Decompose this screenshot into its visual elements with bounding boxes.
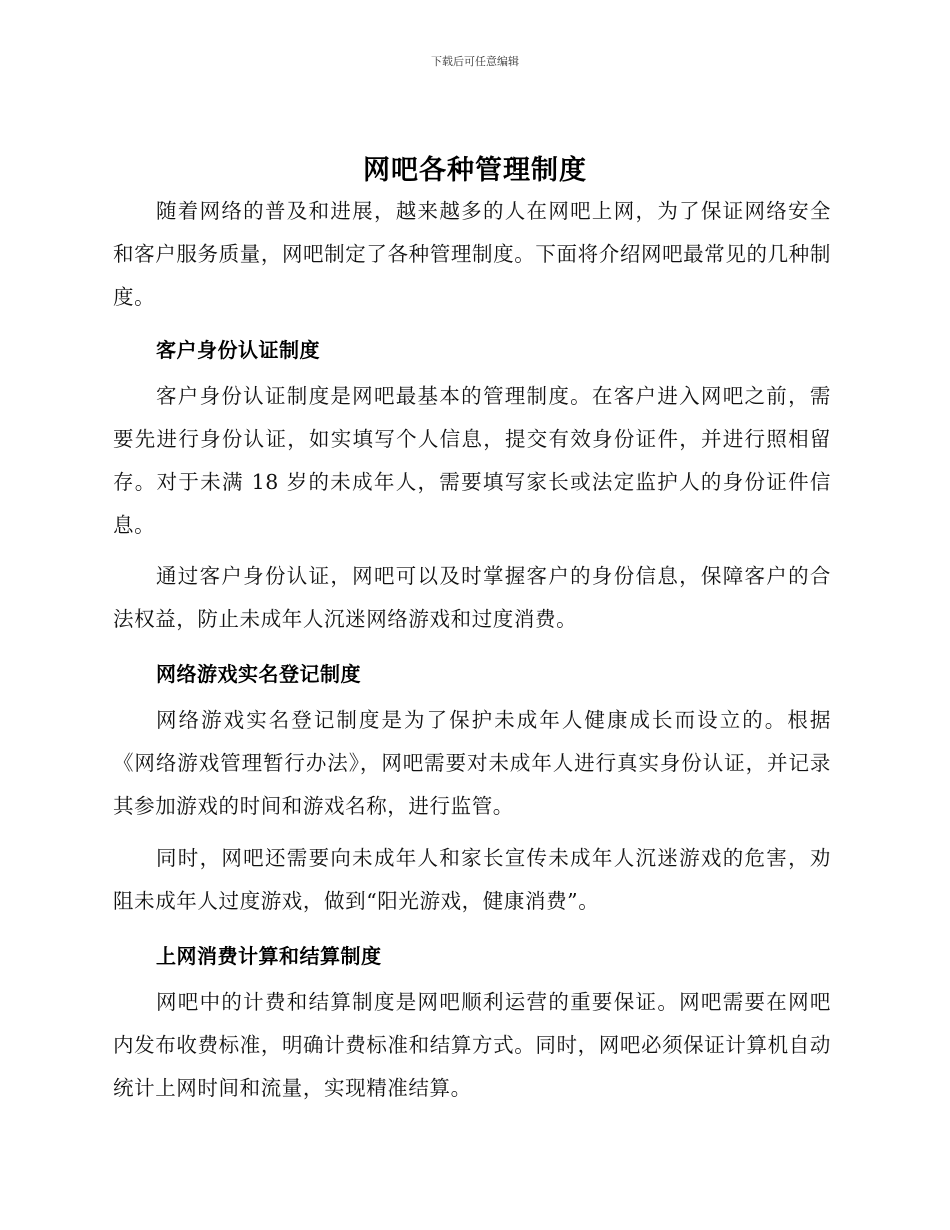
intro-paragraph: 随着网络的普及和进展，越来越多的人在网吧上网，为了保证网络安全和客户服务质量，网吧制定了各种管理制度。下面将介绍网吧最常见的几种制度。 <box>113 199 831 309</box>
paragraph-game-1: 网络游戏实名登记制度是为了保护未成年人健康成长而设立的。根据《网络游戏管理暂行办法》，网吧需要对未成年人进行真实身份认证，并记录其参加游戏的时间和游戏名称，进行监管。 <box>113 708 831 818</box>
section-heading-billing: 上网消费计算和结算制度 <box>156 944 382 968</box>
header-note: 下载后可任意编辑 <box>431 55 519 68</box>
section-heading-game-registration: 网络游戏实名登记制度 <box>156 662 361 686</box>
paragraph-billing-1: 网吧中的计费和结算制度是网吧顺利运营的重要保证。网吧需要在网吧内发布收费标准，明确计费标准和结算方式。同时，网吧必须保证计算机自动统计上网时间和流量，实现精准结算。 <box>113 990 831 1100</box>
paragraph-identity-1: 客户身份认证制度是网吧最基本的管理制度。在客户进入网吧之前，需要先进行身份认证，如实填写个人信息，提交有效身份证件，并进行照相留存。对于未满 18 岁的未成年人，需要填写家长或法定监护人的身份证件信息。 <box>113 384 831 537</box>
document-title: 网吧各种管理制度 <box>363 155 587 186</box>
paragraph-game-2: 同时，网吧还需要向未成年人和家长宣传未成年人沉迷游戏的危害，劝阻未成年人过度游戏，做到“阳光游戏，健康消费”。 <box>113 846 831 913</box>
paragraph-identity-2: 通过客户身份认证，网吧可以及时掌握客户的身份信息，保障客户的合法权益，防止未成年人沉迷网络游戏和过度消费。 <box>113 564 831 631</box>
section-heading-identity: 客户身份认证制度 <box>156 338 320 362</box>
